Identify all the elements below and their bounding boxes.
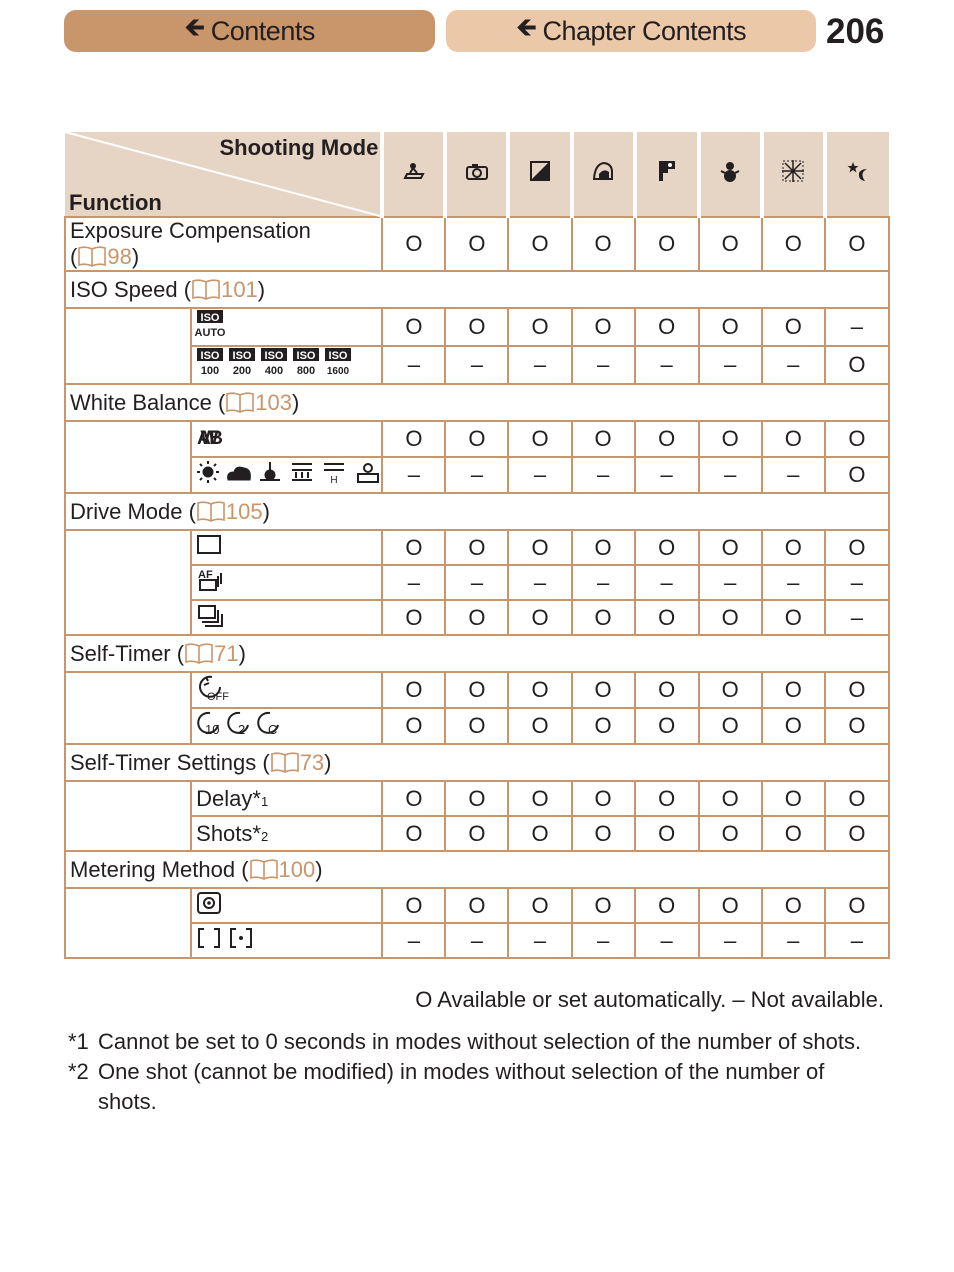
availability-cell: O — [572, 421, 635, 457]
indent-cell — [65, 781, 191, 816]
availability-cell: – — [825, 565, 889, 600]
indent-cell — [65, 421, 191, 457]
chapter-contents-button[interactable] — [446, 10, 816, 52]
option-row — [65, 346, 889, 384]
availability-cell: O — [382, 672, 445, 708]
availability-cell: O — [382, 530, 445, 565]
paren-close: ) — [262, 498, 270, 524]
page-reference-link[interactable]: 71 — [214, 640, 239, 666]
availability-cell: – — [445, 346, 508, 384]
wb-presets-icons — [196, 458, 382, 486]
function-name: White Balance ( — [70, 389, 226, 415]
function-name: Self-Timer Settings ( — [70, 749, 270, 775]
availability-cell: O — [825, 217, 889, 271]
svg-text:AF: AF — [198, 568, 213, 581]
function-name: Drive Mode ( — [70, 498, 196, 524]
mode-column-header — [825, 132, 889, 217]
availability-cell: – — [699, 565, 762, 600]
svg-text:2: 2 — [238, 722, 246, 737]
availability-cell: O — [382, 781, 445, 816]
arrow-left-icon: 🡸 — [515, 12, 537, 42]
option-cell — [191, 530, 382, 565]
availability-cell: O — [572, 600, 635, 635]
contents-label: Contents — [210, 15, 315, 46]
option-cell — [191, 457, 382, 493]
availability-cell: O — [508, 600, 571, 635]
availability-cell: O — [508, 308, 571, 346]
availability-cell: O — [508, 816, 571, 851]
header-corner — [65, 132, 382, 217]
mode-column-header — [382, 132, 445, 217]
availability-cell: – — [508, 565, 571, 600]
spot-metering-icons — [196, 926, 256, 950]
availability-cell: – — [508, 457, 571, 493]
arrow-left-icon: 🡸 — [184, 12, 205, 42]
function-name: Exposure Compensation — [70, 218, 311, 243]
option-cell — [191, 600, 382, 635]
availability-cell: O — [699, 308, 762, 346]
availability-cell: – — [508, 346, 571, 384]
svg-text:ISO: ISO — [328, 350, 348, 362]
svg-text:ISO: ISO — [296, 350, 316, 362]
availability-cell: O — [635, 308, 699, 346]
availability-cell: O — [699, 708, 762, 744]
availability-cell: O — [825, 708, 889, 744]
footnote-label: *1 — [68, 1029, 89, 1054]
function-label — [65, 635, 889, 672]
option-cell — [191, 421, 382, 457]
availability-cell: O — [762, 672, 825, 708]
availability-cell: – — [572, 923, 635, 958]
indent-cell — [65, 346, 191, 384]
page-reference-link[interactable]: 103 — [255, 389, 293, 415]
availability-cell: O — [572, 672, 635, 708]
svg-text:ISO: ISO — [264, 350, 284, 362]
availability-cell: O — [508, 530, 571, 565]
paren-close: ) — [238, 640, 246, 666]
availability-cell: – — [825, 923, 889, 958]
fireworks-mode-icon — [780, 158, 806, 184]
function-title-row — [65, 271, 889, 308]
availability-cell: – — [572, 565, 635, 600]
function-title-row — [65, 493, 889, 530]
footnote-text: One shot (cannot be modified) in modes without selection of the number of shots. — [98, 1059, 825, 1114]
function-label — [65, 851, 889, 888]
svg-text:ISO: ISO — [200, 312, 220, 324]
shooting-mode-header: Shooting Mode — [219, 135, 379, 160]
availability-cell: O — [508, 672, 571, 708]
availability-cell: O — [382, 217, 445, 271]
indent-cell — [65, 565, 191, 600]
face-mode-icon — [591, 160, 615, 182]
single-shot-icon — [196, 534, 222, 556]
option-cell — [191, 888, 382, 923]
availability-cell: O — [825, 888, 889, 923]
availability-cell: O — [382, 816, 445, 851]
option-row — [65, 781, 889, 816]
availability-cell: – — [635, 565, 699, 600]
availability-cell: O — [445, 816, 508, 851]
availability-cell: O — [699, 217, 762, 271]
availability-cell: O — [635, 672, 699, 708]
option-row — [65, 672, 889, 708]
mode-column-header — [699, 132, 762, 217]
indent-cell — [65, 530, 191, 565]
availability-cell: – — [445, 565, 508, 600]
availability-cell: O — [572, 781, 635, 816]
availability-cell: O — [445, 600, 508, 635]
option-row — [65, 421, 889, 457]
svg-text:200: 200 — [232, 365, 252, 377]
availability-cell: O — [635, 816, 699, 851]
availability-cell: O — [762, 888, 825, 923]
availability-cell: – — [699, 346, 762, 384]
option-label: Delay* — [196, 785, 261, 811]
snow-mode-icon — [719, 158, 741, 184]
function-name: Self-Timer ( — [70, 640, 185, 666]
iso-values-icons — [196, 347, 354, 377]
svg-text:100: 100 — [200, 365, 220, 377]
chapter-contents-label: Chapter Contents — [542, 15, 747, 46]
iso-auto-icon — [196, 309, 224, 339]
function-label — [65, 217, 382, 271]
footnotes — [68, 1027, 888, 1117]
footnote-label: *2 — [68, 1059, 89, 1084]
paren-close: ) — [257, 276, 266, 302]
footnote-text: Cannot be set to 0 seconds in modes without selection of the number of shots. — [98, 1029, 862, 1054]
svg-text:AWB: AWB — [197, 428, 224, 449]
option-cell — [191, 308, 382, 346]
option-cell — [191, 816, 382, 851]
paren-close: ) — [315, 856, 323, 882]
option-cell — [191, 565, 382, 600]
function-row — [65, 217, 889, 271]
availability-cell: O — [445, 708, 508, 744]
timer-modes-icons — [196, 709, 286, 737]
paren-close: ) — [131, 244, 140, 269]
availability-cell: O — [635, 781, 699, 816]
availability-cell: O — [572, 308, 635, 346]
function-label — [65, 384, 889, 421]
availability-cell: O — [699, 530, 762, 565]
availability-cell: O — [825, 672, 889, 708]
availability-cell: O — [699, 888, 762, 923]
availability-cell: O — [762, 530, 825, 565]
function-availability-table — [64, 132, 890, 959]
availability-cell: – — [508, 923, 571, 958]
availability-cell: O — [445, 308, 508, 346]
page-reference-link[interactable]: 100 — [278, 856, 316, 882]
availability-cell: O — [445, 217, 508, 271]
availability-cell: O — [572, 816, 635, 851]
availability-cell: – — [762, 346, 825, 384]
svg-text:H: H — [330, 475, 338, 486]
option-row — [65, 708, 889, 744]
awb-icon — [196, 422, 224, 450]
availability-cell: O — [572, 708, 635, 744]
page-reference-link[interactable]: 98 — [107, 244, 132, 269]
function-label — [65, 271, 889, 308]
option-cell — [191, 923, 382, 958]
function-title-row — [65, 744, 889, 781]
mode-column-header — [572, 132, 635, 217]
svg-text:AUTO: AUTO — [194, 327, 226, 339]
availability-cell: O — [762, 816, 825, 851]
page-reference-link[interactable]: 105 — [225, 498, 263, 524]
availability-cell: O — [635, 708, 699, 744]
function-title-row — [65, 851, 889, 888]
function-title-row — [65, 384, 889, 421]
continuous-icon — [196, 602, 224, 628]
option-row — [65, 565, 889, 600]
availability-cell: – — [825, 600, 889, 635]
availability-cell: O — [572, 530, 635, 565]
option-row — [65, 457, 889, 493]
availability-cell: – — [382, 923, 445, 958]
function-header: Function — [69, 190, 162, 215]
availability-cell: O — [825, 781, 889, 816]
header-row — [65, 132, 889, 217]
svg-text:ISO: ISO — [232, 350, 252, 362]
indent-cell — [65, 672, 191, 708]
mode-column-header — [508, 132, 571, 217]
footnote-2 — [68, 1057, 888, 1117]
availability-cell: O — [699, 816, 762, 851]
availability-cell: O — [635, 600, 699, 635]
option-cell — [191, 781, 382, 816]
function-label — [65, 744, 889, 781]
availability-cell: O — [382, 888, 445, 923]
svg-text:OFF: OFF — [207, 691, 230, 703]
contents-button[interactable] — [64, 10, 435, 52]
svg-text:C: C — [268, 722, 278, 737]
option-row — [65, 308, 889, 346]
availability-cell: O — [445, 888, 508, 923]
availability-cell: – — [382, 457, 445, 493]
availability-cell: O — [445, 781, 508, 816]
availability-cell: O — [762, 421, 825, 457]
availability-cell: O — [699, 672, 762, 708]
portrait-mode-icon — [401, 160, 427, 182]
availability-cell: – — [635, 346, 699, 384]
indent-cell — [65, 308, 191, 346]
starry-mode-icon — [845, 159, 871, 183]
availability-cell: O — [635, 421, 699, 457]
availability-cell: O — [825, 421, 889, 457]
option-cell — [191, 672, 382, 708]
mode-column-header — [762, 132, 825, 217]
indent-cell — [65, 923, 191, 958]
availability-cell: – — [382, 346, 445, 384]
availability-cell: O — [825, 530, 889, 565]
availability-cell: – — [572, 346, 635, 384]
availability-cell: O — [825, 816, 889, 851]
availability-cell: O — [382, 308, 445, 346]
option-row — [65, 923, 889, 958]
option-cell — [191, 346, 382, 384]
camera-mode-icon — [465, 163, 489, 181]
availability-cell: O — [699, 421, 762, 457]
page-number: 206 — [826, 12, 885, 51]
availability-cell: O — [445, 421, 508, 457]
function-title-row — [65, 635, 889, 672]
availability-cell: O — [382, 708, 445, 744]
footnote-marker: 2 — [260, 828, 269, 844]
paren-close: ) — [324, 749, 332, 775]
availability-cell: O — [699, 781, 762, 816]
indent-cell — [65, 888, 191, 923]
availability-cell: – — [635, 457, 699, 493]
availability-cell: – — [699, 923, 762, 958]
availability-cell: – — [699, 457, 762, 493]
availability-cell: O — [572, 217, 635, 271]
availability-cell: O — [635, 888, 699, 923]
availability-cell: O — [508, 421, 571, 457]
footnote-1 — [68, 1027, 888, 1057]
function-name: ISO Speed ( — [70, 276, 192, 302]
availability-cell: O — [699, 600, 762, 635]
indent-cell — [65, 816, 191, 851]
availability-cell: O — [445, 672, 508, 708]
availability-cell: O — [508, 888, 571, 923]
paren-close: ) — [292, 389, 300, 415]
evaluative-metering-icon — [196, 891, 222, 915]
page-reference-link[interactable]: 101 — [221, 276, 258, 302]
availability-cell: O — [382, 600, 445, 635]
availability-cell: O — [572, 888, 635, 923]
availability-cell: O — [382, 421, 445, 457]
option-label: Shots* — [196, 820, 261, 846]
availability-cell: – — [382, 565, 445, 600]
availability-cell: O — [508, 217, 571, 271]
mode-column-header — [635, 132, 699, 217]
page-reference-link[interactable]: 73 — [299, 749, 325, 775]
availability-cell: O — [762, 308, 825, 346]
availability-cell: O — [762, 708, 825, 744]
svg-text:10: 10 — [205, 722, 220, 737]
availability-cell: – — [762, 457, 825, 493]
availability-cell: – — [572, 457, 635, 493]
availability-cell: O — [762, 781, 825, 816]
svg-text:1600: 1600 — [327, 366, 350, 377]
availability-cell: O — [635, 530, 699, 565]
option-row — [65, 816, 889, 851]
availability-cell: O — [825, 457, 889, 493]
svg-text:ISO: ISO — [200, 350, 220, 362]
availability-cell: O — [508, 708, 571, 744]
availability-cell: – — [445, 923, 508, 958]
svg-text:400: 400 — [264, 365, 284, 377]
availability-cell: – — [445, 457, 508, 493]
indent-cell — [65, 457, 191, 493]
availability-cell: – — [762, 565, 825, 600]
option-cell — [191, 708, 382, 744]
footnote-marker: 1 — [260, 793, 269, 809]
availability-cell: O — [762, 600, 825, 635]
option-row — [65, 600, 889, 635]
function-name: Metering Method ( — [70, 856, 249, 882]
availability-cell: O — [825, 346, 889, 384]
legend: O Available or set automatically. – Not available. — [415, 987, 884, 1012]
paren-open: ( — [70, 244, 78, 269]
availability-cell: – — [825, 308, 889, 346]
indent-cell — [65, 708, 191, 744]
availability-cell: O — [508, 781, 571, 816]
mode-column-header — [445, 132, 508, 217]
option-row — [65, 530, 889, 565]
availability-cell: – — [635, 923, 699, 958]
indent-cell — [65, 600, 191, 635]
poster-mode-icon — [656, 159, 678, 183]
option-row — [65, 888, 889, 923]
af-continuous-icon — [196, 567, 224, 593]
svg-text:800: 800 — [296, 365, 316, 377]
contrast-mode-icon — [529, 160, 551, 182]
availability-cell: O — [762, 217, 825, 271]
timer-off-icon — [196, 673, 230, 703]
availability-cell: O — [635, 217, 699, 271]
availability-cell: – — [762, 923, 825, 958]
availability-cell: O — [445, 530, 508, 565]
function-label — [65, 493, 889, 530]
